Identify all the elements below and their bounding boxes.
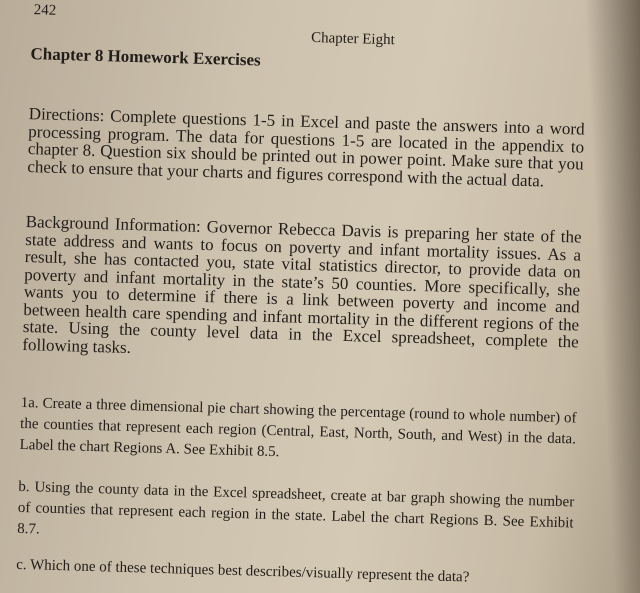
section-heading: Chapter 8 Homework Exercises <box>30 44 261 70</box>
question-1c: c. Which one of these techniques best describes/visually represent the data? <box>15 556 470 586</box>
running-head: Chapter Eight <box>310 29 395 49</box>
directions-paragraph: Directions: Complete questions 1-5 in Excel and paste the answers into a word processing program. The data for questions 1-5 are located in the appendix to chapter 8. Question six should be printed out in power point. Make sure that you check to ensure that your charts and figures correspond with the actual data. <box>27 104 585 190</box>
background-paragraph: Background Information: Governor Rebecca Davis is preparing her state of the state address and wants to focus on poverty and infant mortality issues. As a result, she has contacted you, state vital statistics director, to provide data on poverty and infant mortality in the state’s 50 counties. More specifically, she wants you to determine if there is a link between poverty and income and between health care spending and infant mortality in the different regions of the state. Using the county level data in the Excel spreadsheet, complete the following tasks. <box>22 212 582 357</box>
page-content <box>15 0 588 586</box>
question-1b: b. Using the county data in the Excel spreadsheet, create at bar graph showing the number of counties that represent each region in the state. Label the chart Regions B. See Exhibit 8.7. <box>17 478 575 538</box>
page-number: 242 <box>33 2 57 19</box>
question-1a: 1a. Create a three dimensional pie chart showing the percentage (round to whole number) of the counties that represent each region (Central, East, North, South, and West) in the data. Label the chart Regions A. See Exhibit 8.5. <box>19 394 577 461</box>
